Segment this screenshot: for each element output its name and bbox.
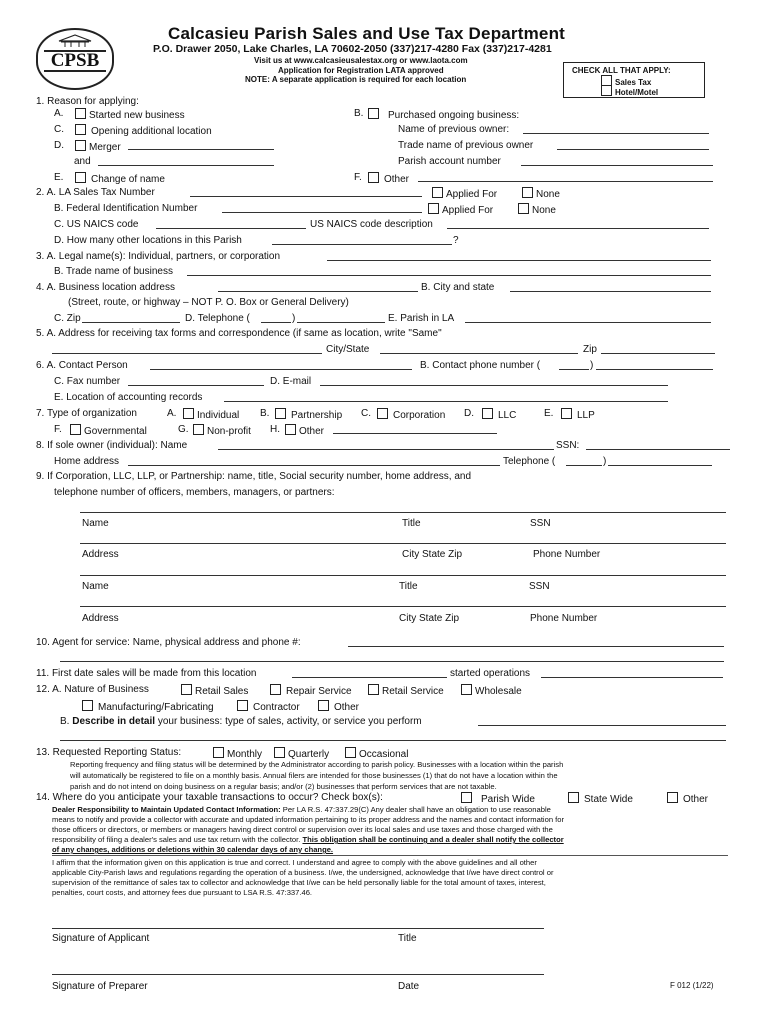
- s1-purchased-ongoing[interactable]: Purchased ongoing business:: [368, 108, 519, 121]
- s10-agent-label: 10. Agent for service: Name, physical address and phone #:: [36, 637, 301, 648]
- s12-wholesale[interactable]: Wholesale: [461, 684, 522, 697]
- s2-b-none[interactable]: None: [518, 203, 556, 216]
- affirm-separator: [52, 855, 728, 856]
- s4-parish-field[interactable]: [465, 322, 711, 323]
- website-line: Visit us at www.calcasieusalestax.org or www.laota.com: [254, 56, 468, 65]
- s1-other[interactable]: Other: [368, 172, 409, 185]
- s8-telephone-label: Telephone (: [503, 456, 556, 467]
- affirm-line-4: penalties, court costs, and attorney fees due pursuant to LSA R.S. 47:337.46.: [52, 888, 313, 897]
- department-address: P.O. Drawer 2050, Lake Charles, LA 70602-2050 (337)217-4280 Fax (337)217-4281: [153, 43, 552, 55]
- s7-corporation[interactable]: Corporation: [377, 408, 445, 421]
- s1-b: B.: [354, 108, 364, 119]
- applicant-signature-label: Signature of Applicant: [52, 933, 150, 944]
- s1-a: A.: [54, 108, 64, 119]
- form-number: F 012 (1/22): [670, 981, 714, 990]
- s4-parish-label: E. Parish in LA: [388, 313, 455, 324]
- s3-legal-name-label: 3. A. Legal name(s): Individual, partners, or corporation: [36, 251, 281, 262]
- dealer-line-2: means to notify and provide a collector with accurate and updated information pertaining to its proper address and the names and contact information for: [52, 815, 565, 824]
- s11-first-date-label: 11. First date sales will be made from this location: [36, 668, 257, 679]
- s7-f: F.: [54, 424, 62, 435]
- s1-merger[interactable]: Merger: [75, 140, 121, 153]
- s4-area-code-field[interactable]: [261, 322, 291, 323]
- s6-fax-field[interactable]: [128, 385, 264, 386]
- affirm-line-1: I affirm that the information given on this application is true and correct. I understand and agree to comply with the above guidelines and all other: [52, 858, 537, 867]
- s8-home-field[interactable]: [128, 465, 500, 466]
- s12-repair-service[interactable]: Repair Service: [270, 684, 352, 697]
- s8-name-label: 8. If sole owner (individual): Name: [36, 440, 188, 451]
- s7-governmental[interactable]: Governmental: [70, 424, 147, 437]
- s9-label-2: telephone number of officers, members, managers, or partners:: [54, 487, 335, 498]
- s5-city-state-label: City/State: [326, 344, 370, 355]
- s8-area-field[interactable]: [566, 465, 602, 466]
- s7-e: E.: [544, 408, 554, 419]
- s4-location-label: 4. A. Business location address: [36, 282, 175, 293]
- s2-question-mark: ?: [453, 235, 459, 246]
- check-sales-tax[interactable]: Sales Tax: [601, 75, 651, 87]
- preparer-signature-label: Signature of Preparer: [52, 981, 148, 992]
- s1-and: and: [74, 156, 91, 167]
- s5-address-field[interactable]: [52, 353, 322, 354]
- s4-street-note: (Street, route, or highway – NOT P. O. Box or General Delivery): [68, 297, 349, 308]
- s14-other[interactable]: Other: [667, 792, 708, 805]
- s6-contact-phone-close: ): [590, 360, 594, 371]
- s1-previous-owner-field[interactable]: [523, 133, 709, 134]
- s1-c: C.: [54, 124, 64, 135]
- s9-row2-top[interactable]: [80, 575, 726, 576]
- s1-and-field[interactable]: [98, 165, 274, 166]
- s6-contact-label: 6. A. Contact Person: [36, 360, 128, 371]
- dealer-line-4: responsibility of filing a dealer's sales and use tax return with the collector. This obligation shall be continuing and a dealer shall notify the collector: [52, 835, 564, 844]
- s6-email-label: D. E-mail: [270, 376, 312, 387]
- check-hotel-motel[interactable]: Hotel/Motel: [601, 85, 658, 97]
- s1-trade-prev-label: Trade name of previous owner: [398, 140, 534, 151]
- s1-parish-acct-field[interactable]: [521, 165, 713, 166]
- s9-phone-1: Phone Number: [533, 549, 601, 560]
- s6-contact-area-field[interactable]: [559, 369, 589, 370]
- applicant-signature-field[interactable]: [52, 928, 544, 929]
- s2-b-applied-for[interactable]: Applied For: [428, 203, 493, 216]
- s14-label: 14. Where do you anticipate your taxable transactions to occur? Check box(s):: [36, 792, 383, 803]
- s13-note-2: will automatically be registered to file on a monthly basis. Annual filers are intended for those businesses (1) that do not have a location within the: [70, 771, 558, 780]
- s1-d: D.: [54, 140, 64, 151]
- s5-address-label: 5. A. Address for receiving tax forms and correspondence (if same as location, write "Same": [36, 328, 442, 339]
- s12-describe-field-2[interactable]: [60, 740, 726, 741]
- s7-b: B.: [260, 408, 270, 419]
- s1-other-field[interactable]: [418, 181, 713, 182]
- s9-address-2: Address: [82, 613, 119, 624]
- s7-llc[interactable]: LLC: [482, 408, 516, 421]
- s3-trade-name-label: B. Trade name of business: [54, 266, 173, 277]
- preparer-date-label: Date: [398, 981, 420, 992]
- s2-naics-desc-field[interactable]: [447, 228, 709, 229]
- s12-manufacturing[interactable]: Manufacturing/Fabricating: [82, 700, 214, 713]
- s12-describe-label: B. Describe in detail your business: type of sales, activity, or service you perform: [60, 716, 422, 727]
- s9-row1-mid[interactable]: [80, 543, 726, 544]
- s2-federal-id-field[interactable]: [222, 212, 422, 213]
- s7-a: A.: [167, 408, 177, 419]
- s1-parish-acct-label: Parish account number: [398, 156, 501, 167]
- s2-federal-id-label: B. Federal Identification Number: [54, 203, 198, 214]
- s14-state-wide[interactable]: State Wide: [568, 792, 633, 805]
- s4-city-state-field[interactable]: [510, 291, 711, 292]
- s9-csz-1: City State Zip: [402, 549, 463, 560]
- s5-zip-field[interactable]: [601, 353, 715, 354]
- s13-label: 13. Requested Reporting Status:: [36, 747, 182, 758]
- s2-la-sales-tax-label: 2. A. LA Sales Tax Number: [36, 187, 155, 198]
- s2-a-applied-for[interactable]: Applied For: [432, 187, 497, 200]
- s1-e: E.: [54, 172, 64, 183]
- s2-other-locations-field[interactable]: [272, 244, 452, 245]
- s6-fax-label: C. Fax number: [54, 376, 121, 387]
- s5-zip-label: Zip: [583, 344, 597, 355]
- s12-other[interactable]: Other: [318, 700, 359, 713]
- s7-individual[interactable]: Individual: [183, 408, 239, 421]
- s7-nonprofit[interactable]: Non-profit: [193, 424, 251, 437]
- s7-other[interactable]: Other: [285, 424, 324, 437]
- s1-f: F.: [354, 172, 362, 183]
- s8-ssn-label: SSN:: [556, 440, 580, 451]
- s8-ssn-field[interactable]: [586, 449, 730, 450]
- s10-agent-field-1[interactable]: [348, 646, 724, 647]
- s3-legal-name-field[interactable]: [327, 260, 711, 261]
- s7-partnership[interactable]: Partnership: [275, 408, 342, 421]
- application-line: Application for Registration LATA approved: [278, 66, 444, 75]
- s9-name-1: Name: [82, 518, 109, 529]
- s1-change-of-name[interactable]: Change of name: [75, 172, 165, 185]
- s8-home-label: Home address: [54, 456, 120, 467]
- s11-first-date-field[interactable]: [292, 677, 447, 678]
- cpsb-logo: [36, 28, 114, 90]
- s6-accounting-label: E. Location of accounting records: [54, 392, 203, 403]
- s3-trade-name-field[interactable]: [187, 275, 711, 276]
- s12-retail-sales[interactable]: Retail Sales: [181, 684, 248, 697]
- s7-c: C.: [361, 408, 371, 419]
- s7-label: 7. Type of organization: [36, 408, 137, 419]
- form-title: Calcasieu Parish Sales and Use Tax Department: [168, 24, 566, 43]
- s7-g: G.: [178, 424, 189, 435]
- s9-title-1: Title: [402, 518, 421, 529]
- s5-city-state-field[interactable]: [380, 353, 578, 354]
- s1-opening-additional[interactable]: Opening additional location: [75, 124, 212, 137]
- s9-csz-2: City State Zip: [399, 613, 460, 624]
- s13-quarterly[interactable]: Quarterly: [274, 747, 329, 760]
- s4-telephone-label: D. Telephone (: [185, 313, 250, 324]
- s9-phone-2: Phone Number: [530, 613, 598, 624]
- s12-retail-service[interactable]: Retail Service: [368, 684, 444, 697]
- s9-name-2: Name: [82, 581, 109, 592]
- s14-parish-wide[interactable]: Parish Wide: [461, 792, 535, 805]
- s1-merger-field[interactable]: [128, 149, 274, 150]
- s6-contact-phone-label: B. Contact phone number (: [420, 360, 541, 371]
- s8-telephone-field[interactable]: [608, 465, 712, 466]
- dealer-line-5: of any changes, additions or deletions within 30 calendar days of any change.: [52, 845, 334, 854]
- s11-started-ops-field[interactable]: [541, 677, 723, 678]
- building-icon: [55, 34, 95, 48]
- s7-h: H.: [270, 424, 280, 435]
- s13-monthly[interactable]: Monthly: [213, 747, 262, 760]
- s1-started-new-business[interactable]: Started new business: [75, 108, 185, 121]
- s9-row1-top[interactable]: [80, 512, 726, 513]
- s9-ssn-1: SSN: [530, 518, 551, 529]
- s9-title-2: Title: [399, 581, 418, 592]
- s2-naics-desc-label: US NAICS code description: [310, 219, 433, 230]
- s6-email-field[interactable]: [320, 385, 668, 386]
- s6-contact-field[interactable]: [150, 369, 412, 370]
- check-all-title: CHECK ALL THAT APPLY:: [572, 66, 671, 75]
- s4-city-state-label: B. City and state: [421, 282, 495, 293]
- s1-trade-prev-field[interactable]: [557, 149, 709, 150]
- s11-started-ops-label: started operations: [450, 668, 531, 679]
- s9-label-1: 9. If Corporation, LLC, LLP, or Partnership: name, title, Social security number, home address, and: [36, 471, 472, 482]
- logo-text: CPSB: [44, 50, 106, 72]
- s4-telephone-close: ): [292, 313, 296, 324]
- s2-other-locations-label: D. How many other locations in this Parish: [54, 235, 242, 246]
- s12-describe-field-1[interactable]: [478, 725, 726, 726]
- s13-note-3: parish and do not intend on doing business on a regular basis; and/or (2) businesses that perform services that are not taxable.: [70, 782, 497, 791]
- s12-contractor[interactable]: Contractor: [237, 700, 300, 713]
- s2-la-sales-tax-field[interactable]: [190, 196, 422, 197]
- s13-occasional[interactable]: Occasional: [345, 747, 408, 760]
- s1-label: 1. Reason for applying:: [36, 96, 139, 107]
- s9-row2-mid[interactable]: [80, 606, 726, 607]
- affirm-line-3: supervision of the remittance of sales tax to collector and acknowledge that I/we can be held personally liable for the total amount of taxes, interest,: [52, 878, 546, 887]
- s1-previous-owner-label: Name of previous owner:: [398, 124, 510, 135]
- affirm-line-2: applicable City-Parish laws and regulations regarding the operation of a business. I/we, the undersigned, acknowledge that I/we have direct control or: [52, 868, 554, 877]
- s2-a-none[interactable]: None: [522, 187, 560, 200]
- dealer-line-1: Dealer Responsibility to Maintain Updated Contact Information: Per LA R.S. 47:337.29(C) Any dealer shall have an obligation to use reasonable: [52, 805, 551, 814]
- s2-naics-label: C. US NAICS code: [54, 219, 139, 230]
- s9-ssn-2: SSN: [529, 581, 550, 592]
- s13-note-1: Reporting frequency and filing status will be determined by the Administrator according to parish policy. Businesses with a location within the parish: [70, 760, 564, 769]
- s7-d: D.: [464, 408, 474, 419]
- separate-application-note: NOTE: A separate application is required for each location: [245, 75, 467, 84]
- s10-agent-field-2[interactable]: [60, 661, 724, 662]
- s9-address-1: Address: [82, 549, 119, 560]
- s8-name-field[interactable]: [218, 449, 554, 450]
- s8-telephone-close: ): [603, 456, 607, 467]
- s4-zip-field[interactable]: [82, 322, 180, 323]
- s4-location-field[interactable]: [218, 291, 418, 292]
- s6-contact-phone-field[interactable]: [596, 369, 713, 370]
- s7-llp[interactable]: LLP: [561, 408, 595, 421]
- s7-other-field[interactable]: [333, 433, 497, 434]
- s2-naics-field[interactable]: [156, 228, 306, 229]
- applicant-title-label: Title: [398, 933, 417, 944]
- dealer-line-3: those officers or directors, or members or managers having direct control or supervision over its local sales and use taxes and those charged with the: [52, 825, 553, 834]
- preparer-signature-field[interactable]: [52, 974, 544, 975]
- s4-zip-label: C. Zip: [54, 313, 81, 324]
- s6-accounting-field[interactable]: [224, 401, 668, 402]
- s12-nature-label: 12. A. Nature of Business: [36, 684, 149, 695]
- s4-telephone-field[interactable]: [297, 322, 385, 323]
